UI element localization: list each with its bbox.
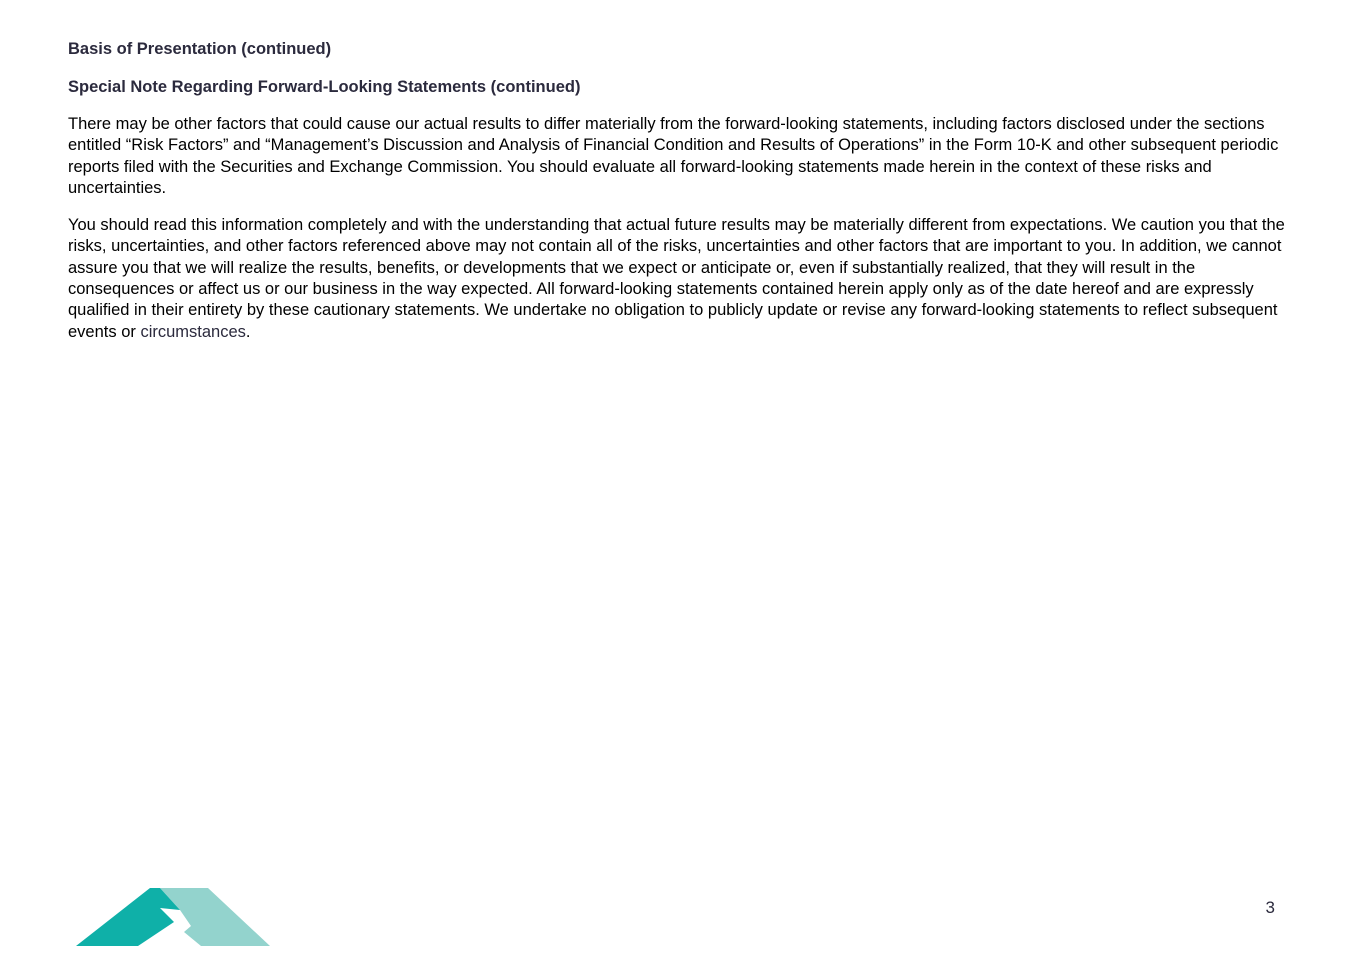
paragraph-1: There may be other factors that could cause our actual results to differ materially from the forward-looking statements, including factors disclosed under the sections entitled “Risk Factors” and “Management’s Discussion and Analysis of Financial Condition and Results of Operations” in the Form 10-K and other subsequent periodic reports filed with the Securities and Exchange Commission. You should evaluate all forward-looking statements made herein in the context of these risks and uncertainties. xyxy=(68,115,1279,197)
paragraph-2-last-word: circumstances xyxy=(140,322,246,341)
company-logo-icon xyxy=(76,886,270,948)
logo-light-shape xyxy=(160,888,270,946)
paragraph-2-text: You should read this information completely and with the understanding that actual future results may be materially different from expectations. We caution you that the risks, uncertainties, and other factors referenced above may not contain all of the risks, uncertainties and other factors that are important to you. In addition, we cannot assure you that we will realize the results, benefits, or developments that we expect or anticipate or, even if substantially realized, that they will result in the consequences or affect us or our business in the way expected. All forward-looking statements contained herein apply only as of the date hereof and are expressly qualified in their entirety by these cautionary statements. We undertake no obligation to publicly update or revise any forward-looking statements to reflect subsequent events or xyxy=(68,216,1285,341)
section-heading: Basis of Presentation (continued) xyxy=(68,40,332,58)
subsection-heading: Special Note Regarding Forward-Looking Statements (continued) xyxy=(68,78,581,96)
paragraph-2 xyxy=(68,215,1293,343)
logo-dark-shape xyxy=(76,888,180,946)
document-body xyxy=(68,38,1293,359)
paragraph-2-end-punct: . xyxy=(245,322,251,341)
page-number: 3 xyxy=(1265,898,1275,917)
